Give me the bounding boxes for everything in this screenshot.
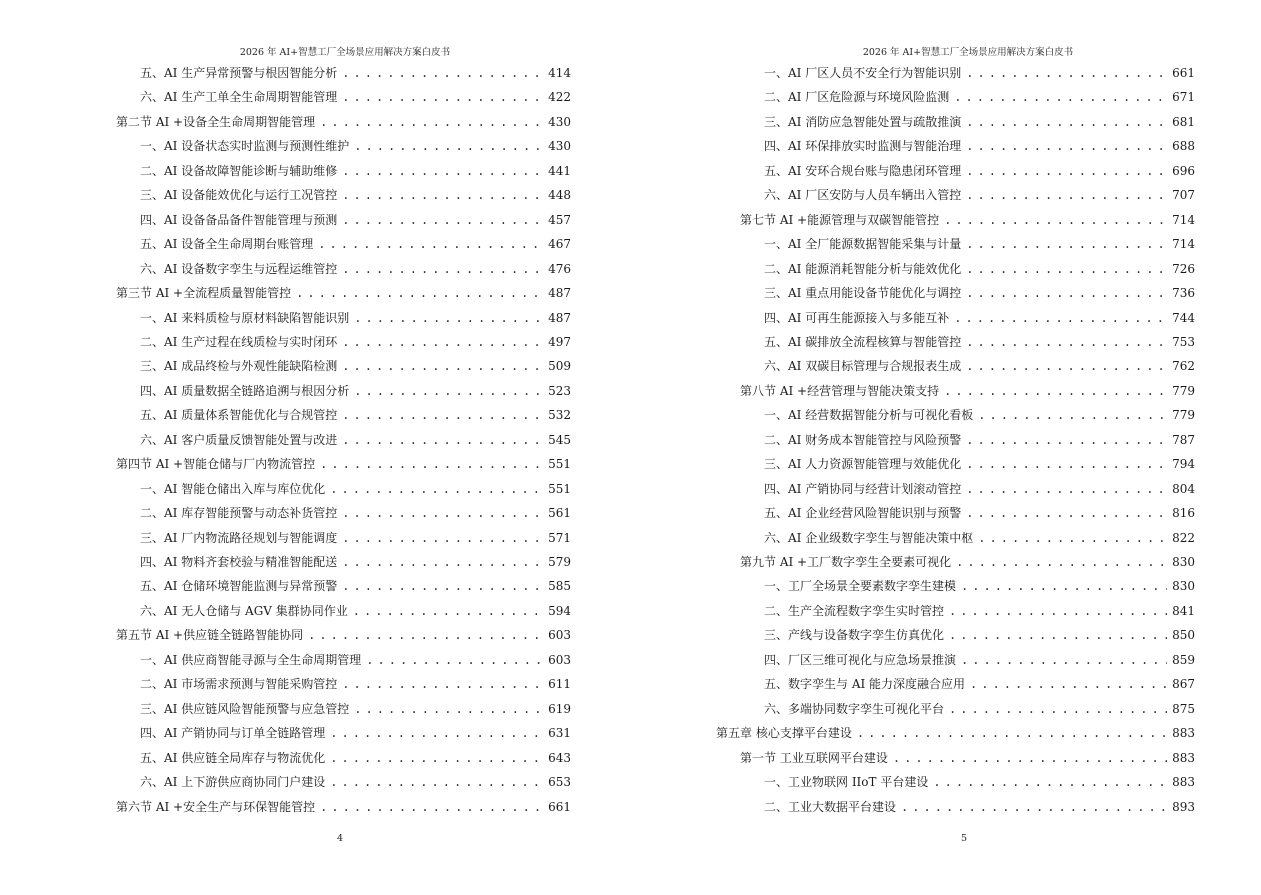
- toc-entry-page: 779: [1172, 408, 1195, 423]
- toc-entry-title: 二、AI 厂区危险源与环境风险监测: [764, 90, 950, 105]
- toc-entry-title: 第八节 AI +经营管理与智能决策支持: [740, 383, 940, 398]
- toc-entry[interactable]: [140, 600, 571, 622]
- dot-leader: [956, 551, 1167, 573]
- toc-entry-page: 487: [548, 310, 571, 325]
- dot-leader: [944, 380, 1167, 402]
- toc-entry-title: 第二节 AI +设备全生命周期智能管理: [116, 114, 316, 129]
- toc-entry[interactable]: [764, 258, 1195, 280]
- toc-entry-title: 二、AI 市场需求预测与智能采购管控: [140, 677, 338, 692]
- toc-entry-page: 714: [1172, 237, 1195, 252]
- toc-entry[interactable]: [116, 282, 571, 304]
- toc-entry[interactable]: [140, 331, 571, 353]
- toc-entry-title: 四、AI 物料齐套校验与精准智能配送: [140, 555, 338, 569]
- dot-leader: [320, 453, 543, 475]
- toc-entry-page: 762: [1172, 359, 1195, 374]
- toc-entry[interactable]: [116, 111, 571, 133]
- toc-entry[interactable]: [764, 86, 1195, 108]
- dot-leader: [342, 551, 543, 573]
- toc-entry-page: 603: [548, 628, 571, 643]
- toc-entry-page: 430: [548, 139, 571, 154]
- dot-leader: [966, 331, 1167, 353]
- dot-leader: [949, 624, 1167, 646]
- toc-entry-title: 三、AI 厂内物流路径规划与智能调度: [140, 530, 338, 545]
- toc-entry-page: 779: [1172, 383, 1195, 398]
- dot-leader: [342, 502, 543, 524]
- dot-leader: [330, 771, 543, 793]
- toc-entry-title: 第六节 AI +安全生产与环保智能管控: [116, 799, 316, 814]
- dot-leader: [966, 160, 1167, 182]
- toc-entry-page: 688: [1172, 139, 1195, 154]
- toc-entry-title: 五、AI 仓储环境智能监测与异常预警: [140, 579, 338, 594]
- toc-entry-page: 509: [548, 359, 571, 374]
- toc-entry-page: 714: [1172, 212, 1195, 227]
- toc-entry[interactable]: [764, 135, 1195, 157]
- toc-entry-page: 422: [548, 90, 571, 105]
- toc-entry-title: 五、AI 质量体系智能优化与合规管控: [140, 408, 338, 423]
- toc-entry-title: 六、AI 双碳目标管理与合规报表生成: [764, 359, 962, 374]
- toc-entry-page: 875: [1172, 701, 1195, 716]
- toc-entry-title: 五、AI 企业经营风险智能识别与预警: [764, 506, 962, 521]
- toc-entry-page: 532: [548, 408, 571, 423]
- toc-entry-page: 561: [548, 506, 571, 521]
- toc-entry-page: 661: [1172, 66, 1195, 80]
- toc-entry-title: 五、AI 生产异常预警与根因智能分析: [140, 66, 338, 80]
- dot-leader: [296, 282, 543, 304]
- toc-entry[interactable]: [140, 771, 571, 793]
- toc-entry-title: 五、AI 安环合规台账与隐患闭环管理: [764, 163, 962, 178]
- dot-leader: [353, 600, 543, 622]
- toc-entry[interactable]: [764, 111, 1195, 133]
- toc-entry-page: 467: [548, 237, 571, 252]
- dot-leader: [320, 796, 543, 818]
- dot-leader: [966, 135, 1167, 157]
- toc-entry[interactable]: [764, 649, 1195, 671]
- toc-entry[interactable]: [140, 747, 571, 769]
- toc-entry-title: 三、AI 设备能效优化与运行工况管控: [140, 188, 338, 203]
- page-number: 4: [336, 833, 344, 844]
- toc-entry-title: 二、AI 设备故障智能诊断与辅助维修: [140, 163, 338, 178]
- dot-leader: [330, 722, 543, 744]
- dot-leader: [342, 62, 543, 84]
- toc-entry[interactable]: [116, 624, 571, 646]
- toc-entry[interactable]: [764, 62, 1195, 84]
- toc-entry-title: 第三节 AI +全流程质量智能管控: [116, 286, 292, 301]
- toc-entry-page: 859: [1172, 652, 1195, 667]
- toc-entry-title: 一、AI 经营数据智能分析与可视化看板: [764, 408, 974, 423]
- dot-leader: [961, 649, 1167, 671]
- toc-entry-page: 883: [1172, 726, 1195, 741]
- toc-entry[interactable]: [140, 527, 571, 549]
- toc-entry-page: 883: [1172, 775, 1195, 790]
- dot-leader: [966, 478, 1167, 500]
- toc-entry[interactable]: [716, 722, 1195, 744]
- dot-leader: [978, 404, 1167, 426]
- toc-entry[interactable]: [140, 478, 571, 500]
- toc-entry-title: 第四节 AI +智能仓储与厂内物流管控: [116, 457, 316, 472]
- toc-entry-title: 六、AI 客户质量反馈智能处置与改进: [140, 432, 338, 447]
- toc-entry-page: 883: [1172, 750, 1195, 765]
- toc-entry-title: 第七节 AI +能源管理与双碳智能管控: [740, 212, 940, 227]
- dot-leader: [893, 747, 1167, 769]
- dot-leader: [342, 258, 543, 280]
- toc-entry-page: 631: [548, 726, 571, 741]
- dot-leader: [354, 380, 543, 402]
- dot-leader: [966, 62, 1167, 84]
- toc-entry-page: 611: [548, 677, 571, 692]
- toc-entry-title: 四、厂区三维可视化与应急场景推演: [764, 652, 957, 667]
- toc-entry-page: 681: [1172, 114, 1195, 129]
- dot-leader: [342, 209, 543, 231]
- toc-entry-page: 696: [1172, 163, 1195, 178]
- toc-entry-title: 第五章 核心支撑平台建设: [716, 726, 852, 741]
- toc-entry[interactable]: [140, 673, 571, 695]
- toc-entry-page: 671: [1172, 90, 1195, 105]
- toc-entry[interactable]: [764, 282, 1195, 304]
- toc-entry[interactable]: [140, 184, 571, 206]
- toc-entry-title: 四、AI 环保排放实时监测与智能治理: [764, 139, 962, 154]
- toc-entry[interactable]: [764, 355, 1195, 377]
- dot-leader: [944, 209, 1167, 231]
- dot-leader: [318, 233, 543, 255]
- running-header: 2026 年 AI+智慧工厂全场景应用解决方案白皮书: [239, 47, 451, 58]
- running-header: 2026 年 AI+智慧工厂全场景应用解决方案白皮书: [862, 47, 1074, 58]
- dot-leader: [966, 184, 1167, 206]
- toc-entry[interactable]: [140, 307, 571, 329]
- toc-entry-page: 867: [1172, 677, 1195, 692]
- dot-leader: [342, 86, 543, 108]
- dot-leader: [949, 600, 1167, 622]
- toc-entry-page: 753: [1172, 334, 1195, 349]
- toc-entry-page: 551: [548, 481, 571, 496]
- toc-entry-page: 585: [548, 579, 571, 594]
- toc-entry-title: 一、AI 设备状态实时监测与预测性维护: [140, 139, 350, 154]
- toc-entry-page: 841: [1172, 603, 1195, 618]
- toc-entry-page: 603: [548, 652, 571, 667]
- toc-entry[interactable]: [140, 160, 571, 182]
- toc-entry-page: 523: [548, 383, 571, 398]
- toc-entry-page: 551: [548, 457, 571, 472]
- dot-leader: [966, 453, 1167, 475]
- right-page: [631, 0, 1261, 895]
- dot-leader: [308, 624, 543, 646]
- toc-entry-page: 476: [548, 261, 571, 276]
- toc-entry-title: 六、AI 企业级数字孪生与智能决策中枢: [764, 530, 974, 545]
- toc-entry-title: 六、多端协同数字孪生可视化平台: [764, 701, 945, 716]
- toc-entry-title: 四、AI 可再生能源接入与多能互补: [764, 310, 950, 325]
- dot-leader: [342, 184, 543, 206]
- toc-entry[interactable]: [764, 527, 1195, 549]
- toc-entry[interactable]: [140, 135, 571, 157]
- toc-entry-title: 三、AI 供应链风险智能预警与应急管控: [140, 701, 350, 716]
- toc-entry-title: 六、AI 厂区安防与人员车辆出入管控: [764, 188, 962, 203]
- dot-leader: [966, 111, 1167, 133]
- toc-entry[interactable]: [764, 307, 1195, 329]
- dot-leader: [954, 307, 1167, 329]
- toc-entry[interactable]: [740, 209, 1195, 231]
- toc-entry-title: 六、AI 设备数字孪生与远程运维管控: [140, 261, 338, 276]
- toc-entry[interactable]: [764, 771, 1195, 793]
- toc-entry[interactable]: [764, 233, 1195, 255]
- dot-leader: [354, 698, 543, 720]
- toc-entry-title: 四、AI 设备备品备件智能管理与预测: [140, 212, 338, 227]
- toc-entry-page: 579: [548, 555, 571, 569]
- toc-entry-title: 二、工业大数据平台建设: [764, 799, 897, 814]
- toc-entry[interactable]: [116, 453, 571, 475]
- toc-entry-title: 一、工厂全场景全要素数字孪生建模: [764, 579, 957, 594]
- toc-entry-page: 726: [1172, 261, 1195, 276]
- toc-entry-title: 三、AI 成品终检与外观性能缺陷检测: [140, 359, 338, 374]
- toc-entry-title: 三、AI 人力资源智能管理与效能优化: [764, 457, 962, 472]
- toc-entry-title: 五、数字孪生与 AI 能力深度融合应用: [764, 677, 966, 692]
- toc-entry-title: 五、AI 设备全生命周期台账管理: [140, 237, 314, 252]
- dot-leader: [342, 527, 543, 549]
- dot-leader: [966, 282, 1167, 304]
- toc-entry-page: 487: [548, 286, 571, 301]
- toc-entry-title: 二、AI 库存智能预警与动态补货管控: [140, 506, 338, 521]
- toc-entry-page: 822: [1172, 530, 1195, 545]
- toc-entry-title: 六、AI 上下游供应商协同门户建设: [140, 775, 326, 790]
- toc-entry[interactable]: [140, 233, 571, 255]
- dot-leader: [933, 771, 1167, 793]
- dot-leader: [978, 527, 1167, 549]
- toc-entry[interactable]: [140, 698, 571, 720]
- toc-entry[interactable]: [764, 698, 1195, 720]
- toc-entry-title: 二、AI 生产过程在线质检与实时闭环: [140, 334, 338, 349]
- toc-entry-page: 787: [1172, 432, 1195, 447]
- toc-entry-title: 三、AI 重点用能设备节能优化与调控: [764, 286, 962, 301]
- toc-entry[interactable]: [764, 575, 1195, 597]
- toc-entry[interactable]: [764, 160, 1195, 182]
- dot-leader: [330, 478, 543, 500]
- toc-entry[interactable]: [140, 551, 571, 573]
- toc-entry[interactable]: [140, 429, 571, 451]
- toc-entry[interactable]: [740, 551, 1195, 573]
- toc-entry-page: 816: [1172, 506, 1195, 521]
- dot-leader: [954, 86, 1167, 108]
- toc-entry-page: 736: [1172, 286, 1195, 301]
- dot-leader: [966, 233, 1167, 255]
- dot-leader: [961, 575, 1167, 597]
- toc-entry-title: 第一节 工业互联网平台建设: [740, 750, 888, 765]
- dot-leader: [342, 429, 543, 451]
- dot-leader: [970, 673, 1167, 695]
- page-number: 5: [960, 833, 968, 844]
- dot-leader: [966, 502, 1167, 524]
- toc-entry-page: 893: [1172, 799, 1195, 814]
- toc-entry[interactable]: [764, 502, 1195, 524]
- toc-entry-title: 三、产线与设备数字孪生仿真优化: [764, 628, 945, 643]
- toc-entry-title: 二、生产全流程数字孪生实时管控: [764, 603, 945, 618]
- toc-entry[interactable]: [140, 575, 571, 597]
- toc-entry[interactable]: [764, 331, 1195, 353]
- toc-entry[interactable]: [740, 380, 1195, 402]
- toc-entry-page: 430: [548, 114, 571, 129]
- toc-entry[interactable]: [140, 258, 571, 280]
- dot-leader: [342, 404, 543, 426]
- toc-entry-page: 571: [548, 530, 571, 545]
- toc-entry-title: 第五节 AI +供应链全链路智能协同: [116, 628, 304, 643]
- dot-leader: [966, 258, 1167, 280]
- dot-leader: [320, 111, 543, 133]
- toc-entry-page: 448: [548, 188, 571, 203]
- toc-entry[interactable]: [140, 722, 571, 744]
- toc-entry-page: 744: [1172, 310, 1195, 325]
- dot-leader: [366, 649, 543, 671]
- toc-entry-page: 545: [548, 432, 571, 447]
- toc-entry-page: 794: [1172, 457, 1195, 472]
- toc-entry-title: 一、AI 供应商智能寻源与全生命周期管理: [140, 652, 362, 667]
- toc-entry-title: 五、AI 供应链全局库存与物流优化: [140, 750, 326, 765]
- dot-leader: [354, 135, 543, 157]
- toc-entry-page: 830: [1172, 555, 1195, 569]
- toc-entry-title: 六、AI 无人仓储与 AGV 集群协同作业: [140, 603, 348, 618]
- toc-entry[interactable]: [740, 747, 1195, 769]
- dot-leader: [342, 355, 543, 377]
- toc-entry-title: 四、AI 产销协同与经营计划滚动管控: [764, 481, 962, 496]
- toc-entry-title: 四、AI 产销协同与订单全链路管理: [140, 726, 326, 741]
- toc-entry-page: 457: [548, 212, 571, 227]
- toc-entry-title: 二、AI 能源消耗智能分析与能效优化: [764, 261, 962, 276]
- toc-entry-title: 一、AI 厂区人员不安全行为智能识别: [764, 66, 962, 80]
- toc-entry-page: 661: [548, 799, 571, 814]
- dot-leader: [342, 575, 543, 597]
- toc-entry[interactable]: [764, 429, 1195, 451]
- toc-entry[interactable]: [140, 404, 571, 426]
- dot-leader: [354, 307, 543, 329]
- toc-entry-page: 594: [548, 603, 571, 618]
- dot-leader: [966, 429, 1167, 451]
- left-page: [0, 0, 630, 895]
- toc-entry-title: 一、工业物联网 IIoT 平台建设: [764, 775, 929, 790]
- toc-entry-page: 830: [1172, 579, 1195, 594]
- toc-entry-page: 850: [1172, 628, 1195, 643]
- dot-leader: [966, 355, 1167, 377]
- toc-entry-page: 619: [548, 701, 571, 716]
- toc-entry-page: 414: [548, 66, 571, 80]
- toc-entry[interactable]: [116, 796, 571, 818]
- toc-entry-title: 二、AI 财务成本智能管控与风险预警: [764, 432, 962, 447]
- dot-leader: [330, 747, 543, 769]
- dot-leader: [901, 796, 1167, 818]
- toc-entry[interactable]: [764, 600, 1195, 622]
- toc-entry-title: 四、AI 质量数据全链路追溯与根因分析: [140, 383, 350, 398]
- toc-entry[interactable]: [764, 404, 1195, 426]
- toc-entry[interactable]: [140, 649, 571, 671]
- toc-entry-page: 653: [548, 775, 571, 790]
- toc-entry[interactable]: [764, 453, 1195, 475]
- toc-entry-title: 一、AI 智能仓储出入库与库位优化: [140, 481, 326, 496]
- toc-entry[interactable]: [140, 502, 571, 524]
- toc-entry[interactable]: [140, 86, 571, 108]
- toc-entry[interactable]: [140, 62, 571, 84]
- toc-entry-title: 五、AI 碳排放全流程核算与智能管控: [764, 334, 962, 349]
- toc-entry[interactable]: [764, 796, 1195, 818]
- toc-entry-title: 一、AI 来料质检与原材料缺陷智能识别: [140, 310, 350, 325]
- toc-entry[interactable]: [764, 184, 1195, 206]
- toc-entry[interactable]: [140, 380, 571, 402]
- toc-entry[interactable]: [764, 478, 1195, 500]
- toc-entry-page: 804: [1172, 481, 1195, 496]
- toc-entry[interactable]: [140, 209, 571, 231]
- toc-entry-page: 707: [1172, 188, 1195, 203]
- toc-entry-page: 643: [548, 750, 571, 765]
- toc-entry-page: 441: [548, 163, 571, 178]
- toc-entry-title: 第九节 AI +工厂数字孪生全要素可视化: [740, 555, 952, 569]
- toc-entry[interactable]: [140, 355, 571, 377]
- toc-entry-page: 497: [548, 334, 571, 349]
- toc-entry-title: 六、AI 生产工单全生命周期智能管理: [140, 90, 338, 105]
- toc-entry-title: 三、AI 消防应急智能处置与疏散推演: [764, 114, 962, 129]
- toc-entry[interactable]: [764, 673, 1195, 695]
- toc-entry-title: 一、AI 全厂能源数据智能采集与计量: [764, 237, 962, 252]
- dot-leader: [857, 722, 1167, 744]
- toc-entry[interactable]: [764, 624, 1195, 646]
- dot-leader: [342, 160, 543, 182]
- dot-leader: [949, 698, 1167, 720]
- dot-leader: [342, 673, 543, 695]
- dot-leader: [342, 331, 543, 353]
